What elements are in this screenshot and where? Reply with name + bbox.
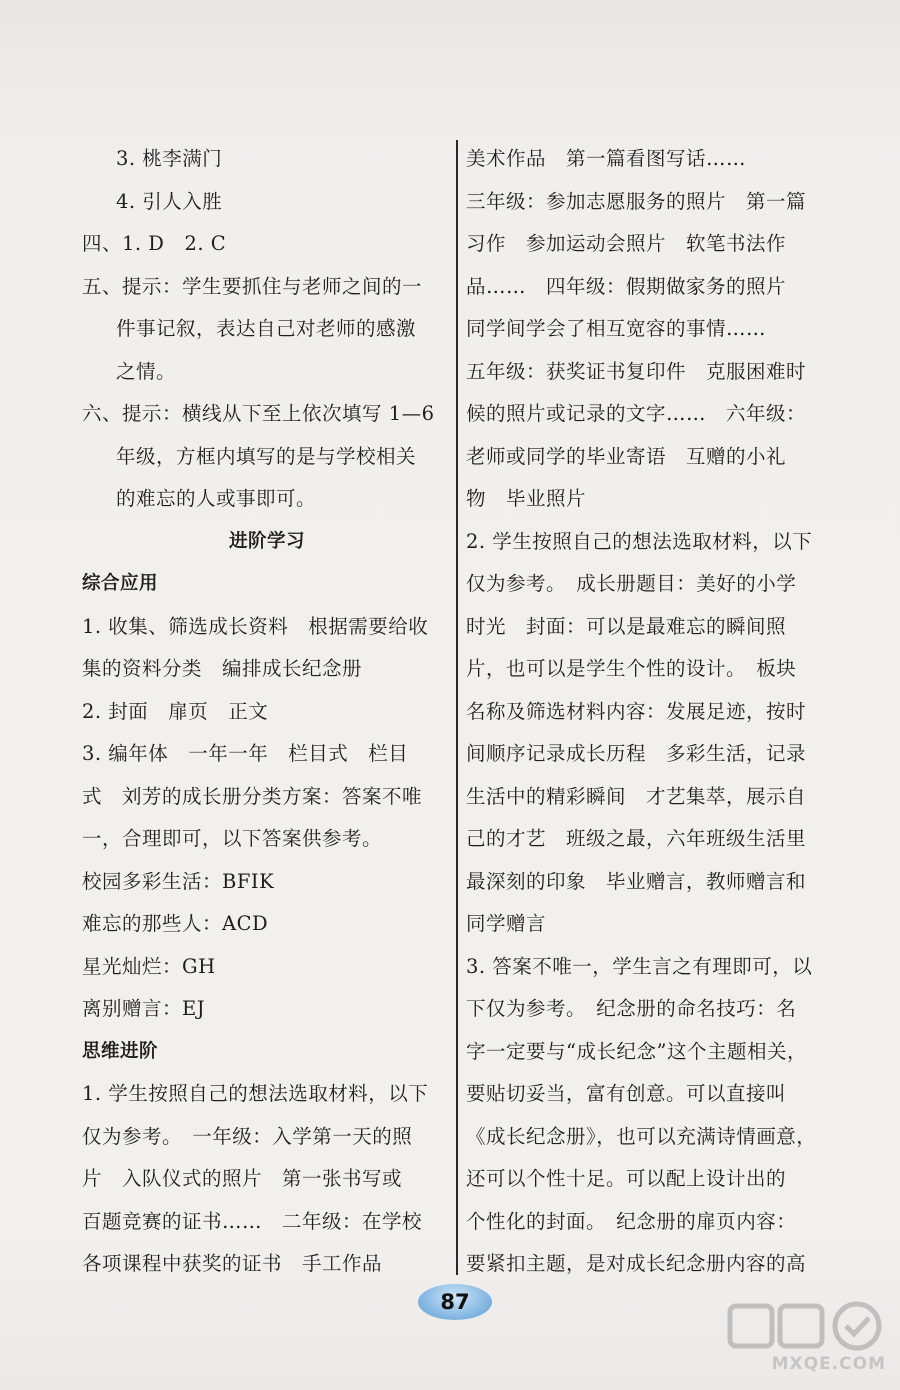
section-heading: 进阶学习	[228, 530, 305, 552]
text-line: 己的才艺 班级之最，六年班级生活里	[466, 827, 807, 850]
text-line: 星光灿烂：GH	[82, 954, 216, 978]
section-heading: 综合应用	[82, 573, 159, 594]
text-line: 3. 编年体 一年一年 栏目式 栏目	[82, 742, 409, 765]
text-line: 4. 引人入胜	[116, 189, 223, 213]
text-line: 候的照片或记录的文字…… 六年级：	[466, 402, 807, 425]
answer-stamp-icon	[722, 1296, 892, 1356]
text-line: 式 刘芳的成长册分类方案：答案不唯	[82, 784, 423, 808]
watermark	[722, 1296, 892, 1380]
text-line: 五、提示：学生要抓住与老师之间的一	[82, 274, 423, 298]
text-line: 1. 学生按照自己的想法选取材料，以下	[82, 1082, 429, 1105]
text-line: 2. 封面 扉页 正文	[82, 699, 269, 723]
text-line: 1. 收集、筛选成长资料 根据需要给收	[82, 614, 429, 638]
text-line: 美术作品 第一篇看图写话……	[466, 147, 747, 170]
text-line: 之情。	[116, 359, 177, 383]
text-line: 老师或同学的毕业寄语 互赠的小礼	[466, 444, 787, 468]
text-line: 3. 桃李满门	[116, 147, 223, 170]
text-line: 离别赠言：EJ	[82, 997, 206, 1020]
text-line: 百题竞赛的证书…… 二年级：在学校	[82, 1209, 423, 1233]
text-line: 《成长纪念册》，也可以充满诗情画意，	[466, 1124, 817, 1148]
text-line: 间顺序记录成长历程 多彩生活，记录	[466, 742, 807, 765]
text-line: 仅为参考。 一年级：入学第一天的照	[82, 1124, 413, 1148]
section-heading: 思维进阶	[82, 1040, 159, 1062]
page-number: 87	[440, 1290, 470, 1314]
text-line: 时光 封面：可以是最难忘的瞬间照	[466, 614, 787, 638]
text-line: 物 毕业照片	[466, 487, 587, 510]
text-line: 件事记叙，表达自己对老师的感激	[116, 317, 417, 340]
text-line: 还可以个性十足。可以配上设计出的	[466, 1167, 787, 1190]
text-line: 生活中的精彩瞬间 才艺集萃，展示自	[466, 784, 807, 808]
text-line: 习作 参加运动会照片 软笔书法作	[466, 232, 787, 255]
text-line: 片，也可以是学生个性的设计。 板块	[466, 657, 797, 680]
column-divider	[456, 140, 458, 1275]
watermark-text: MXQE.COM	[771, 1354, 886, 1374]
text-line: 集的资料分类 编排成长纪念册	[82, 657, 363, 680]
text-line: 个性化的封面。 纪念册的扉页内容：	[466, 1209, 797, 1233]
page-number-badge	[418, 1284, 492, 1320]
text-line: 一，合理即可，以下答案供参考。	[82, 827, 383, 850]
text-line: 年级，方框内填写的是与学校相关	[116, 444, 417, 468]
text-line: 字一定要与“成长纪念”这个主题相关，	[466, 1039, 807, 1063]
text-line: 三年级：参加志愿服务的照片 第一篇	[466, 189, 807, 213]
text-line: 五年级：获奖证书复印件 克服困难时	[466, 359, 807, 383]
text-line: 的难忘的人或事即可。	[116, 487, 317, 510]
text-line: 仅为参考。 成长册题目：美好的小学	[466, 572, 797, 595]
text-line: 下仅为参考。 纪念册的命名技巧：名	[466, 997, 797, 1020]
text-line: 要紧扣主题，是对成长纪念册内容的高	[466, 1252, 807, 1275]
text-line: 难忘的那些人：ACD	[82, 912, 269, 935]
right-column	[466, 138, 838, 1286]
text-line: 3. 答案不唯一，学生言之有理即可，以	[466, 954, 813, 978]
text-line: 最深刻的印象 毕业赠言，教师赠言和	[466, 869, 807, 893]
text-line: 各项课程中获奖的证书 手工作品	[82, 1252, 383, 1275]
text-line: 四、1. D 2. C	[82, 232, 227, 255]
text-line: 同学赠言	[466, 912, 547, 935]
left-column	[82, 138, 452, 1286]
text-line: 要贴切妥当，富有创意。可以直接叫	[466, 1082, 787, 1105]
text-line: 片 入队仪式的照片 第一张书写或	[82, 1167, 403, 1190]
text-line: 校园多彩生活：BFIK	[82, 869, 275, 893]
text-line: 六、提示：横线从下至上依次填写 1—6	[82, 402, 435, 425]
text-line: 2. 学生按照自己的想法选取材料，以下	[466, 529, 813, 553]
text-line: 名称及筛选材料内容：发展足迹，按时	[466, 699, 807, 723]
text-line: 品…… 四年级：假期做家务的照片	[466, 274, 787, 298]
text-line: 同学间学会了相互宽容的事情……	[466, 317, 767, 340]
